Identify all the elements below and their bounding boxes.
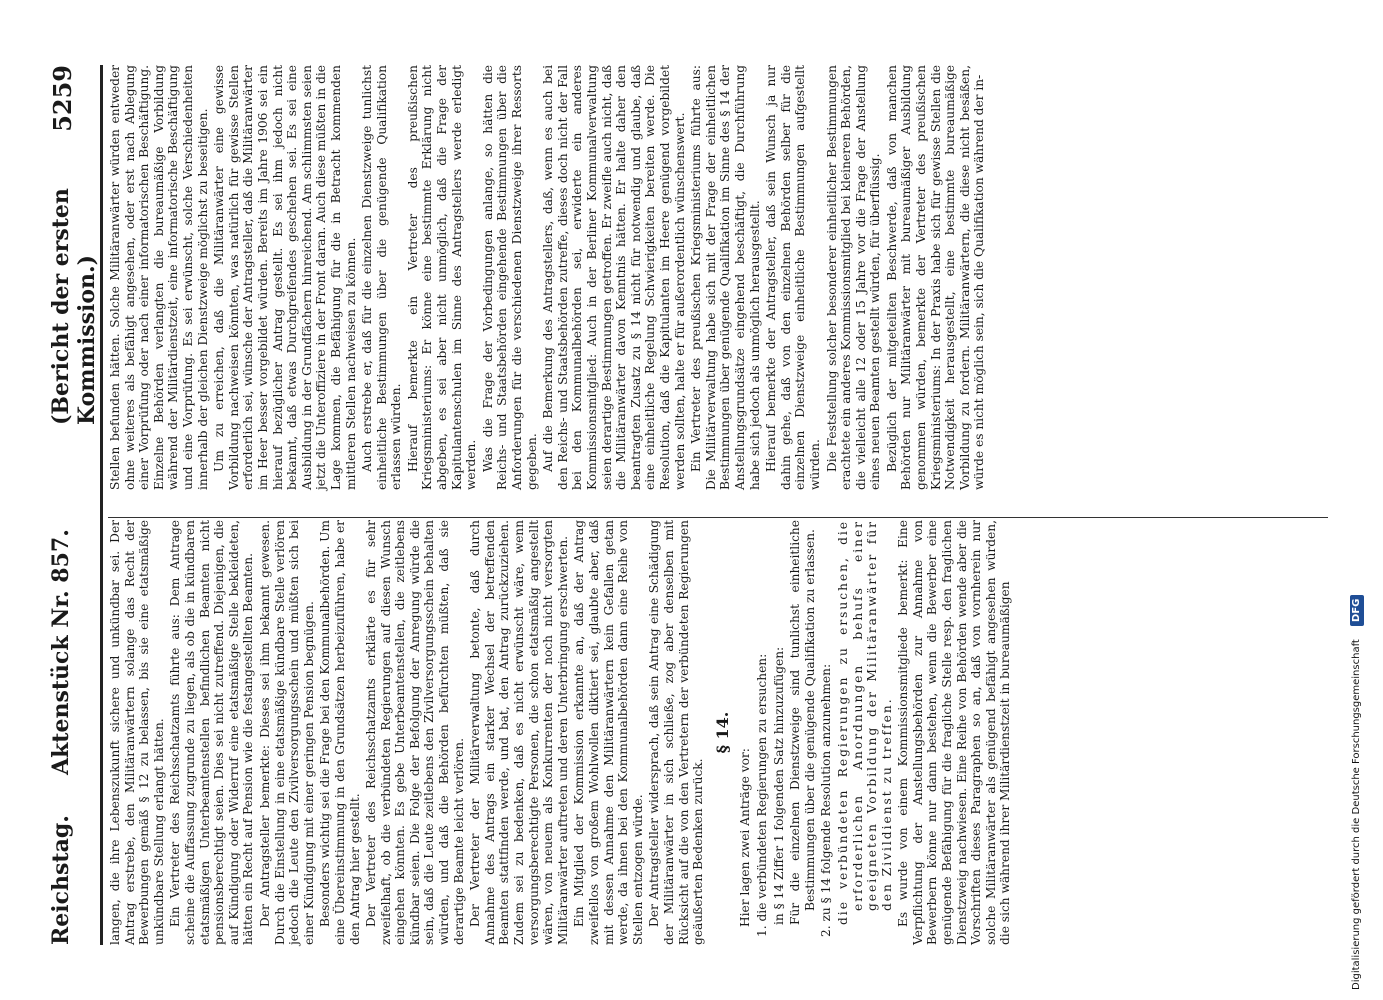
right-column bbox=[108, 65, 1328, 490]
paragraph: Hierauf bemerkte ein Vertreter des preußischen Kriegsministeriums: Er könne eine bestimmte Erklärung nicht abgeben, es sei aber nicht unmöglich, daß die Frage der Kapitulantenschulen im Sinne des Antragstellers werde erledigt werden. bbox=[405, 65, 479, 490]
paragraph: Auch erstrebe er, daß für die einzelnen Dienstzweige tunlichst einheitliche Bestimmungen über die genügende Qualifikation erlassen würden. bbox=[360, 65, 404, 490]
paragraph: Der Antragsteller bemerkte: Dieses sei ihm bekannt gewesen. Durch die Einstellung in eine etatsmäßige kündbare Stelle verlören jedoch die Leute den Zivilversorgungsschein und müßten sich bei einer Kündigung mit einer geringen Pension begnügen. bbox=[257, 520, 316, 945]
paragraph: Der Antragsteller widersprach, daß sein Antrag eine Schädigung der Militäranwärter in sich schließe, zog aber denselben mit Rücksicht auf die von den Vertretern der verbündeten Regierungen geäußerten Bedenken zurück. bbox=[647, 520, 706, 945]
list-item: 2. zu § 14 folgende Resolution anzunehmen: bbox=[819, 663, 834, 937]
column-divider bbox=[108, 517, 1328, 518]
left-column bbox=[108, 520, 1328, 945]
resolution-text: die verbündeten Regierungen zu ersuchen, die erforderlichen Anordnungen behufs einer geeigneten Vorbildung der Militäranwärter für den Zivildienst zu treffen. bbox=[835, 520, 894, 925]
paragraph: Auf die Bemerkung des Antragstellers, daß, wenn es auch bei den Reichs- und Staatsbehörden zutreffe, dieses doch nicht der Fall bei den Kommunalbehörden sei, erwiderte ein anderes Kommissionsmitglied: Auch in der Berliner Kommunalverwaltung seien derartige Bestimmungen getroffen. Er zweifle auch nicht, daß die Militäranwärter davon Kenntnis hätten. Er halte daher den beantragten Zusatz zu § 14 nicht für notwendig und glaube, daß eine einheitliche Regelung Schwierigkeiten bereiten werde. Die Resolution, daß die Kapitulanten im Heere genügend vorgebildet werden sollten, halte er für außerordentlich wünschenswert. bbox=[541, 65, 687, 490]
paragraph: langen, die ihre Lebenszukunft sichere und unkündbar sei. Der Antrag erstrebe, den Militäranwärtern solange das Recht der Bewerbungen gemäß § 12 zu belassen, bis sie eine etatsmäßige unkündbare Stellung erlangt hätten. bbox=[108, 520, 166, 945]
paragraph: Die Feststellung solcher besonderer einheitlicher Bestimmungen erachtete ein anderes Kommissionsmitglied bei kleineren Behörden, die vielleicht alle 12 oder 15 Jahre vor die Frage der Anstellung eines neuen Beamten gestellt würden, für überflüssig. bbox=[824, 65, 883, 490]
paragraph: Was die Frage der Vorbedingungen anlange, so hätten die Reichs- und Staatsbehörden eingehende Bestimmungen über die Anforderungen für die verschiedenen Dienstzweige ihrer Ressorts gegeben. bbox=[480, 65, 539, 490]
paragraph: Der Vertreter des Reichsschatzamts erklärte es für sehr zweifelhaft, ob die verbündeten Regierungen auf diesen Wunsch eingehen könnten. Es gebe Unterbeamtenstellen, die zeitlebens kündbar seien. Die Folge der Befolgung der Anregung würde die sein, daß die Leute zeitlebens den Zivilversorgungsschein behalten würden, und daß die Behörden befürchten müßten, daß sie derartige Beamte leicht verlören. bbox=[364, 520, 466, 945]
section-heading: § 14. bbox=[712, 711, 732, 754]
paragraph: Besonders wichtig sei die Frage bei den Kommunalbehörden. Um eine Übereinstimmung in den Grundsätzen herbeizuführen, habe er den Antrag hier gestellt. bbox=[318, 520, 362, 945]
page-header bbox=[40, 65, 100, 945]
list-item: 1. die verbündeten Regierungen zu ersuchen: bbox=[754, 653, 769, 937]
paragraph: Es wurde von einem Kommissionsmitgliede bemerkt: Eine Verpflichtung der Anstellungsbehörden zur Annahme von Bewerbern könne nur dann bestehen, wenn die Bewerber eine genügende Befähigung für die fragliche Stelle resp. den fraglichen Dienstzweig nachwiesen. Eine Reihe von Behörden wende aber die Vorschriften dieses Paragraphen so an, daß von vornherein nur solche Militäranwärter als genügend befähigt angesehen würden, die sich während ihrer Militärdienstzeit in bureaumäßigen bbox=[896, 520, 1013, 945]
dfg-logo: DFG bbox=[1350, 595, 1364, 626]
paragraph: Bezüglich der mitgeteilten Beschwerde, daß von manchen Behörden nur Militäranwärter mit bureaumäßiger Ausbildung genommen würden, bemerkte der Vertreter des preußischen Kriegsministeriums: In der Praxis habe sich für gewisse Stellen die Notwendigkeit herausgestellt, eine bestimmte bureaumäßige Vorbildung zu fordern. Militäranwärtern, die diese nicht besäßen, würde es nicht möglich sein, sich die Qualifikation während der in- bbox=[884, 65, 987, 490]
paragraph: Stellen befunden hätten. Solche Militäranwärter würden entweder ohne weiteres als befähigt angesehen, oder erst nach Ablegung einer Vorprüfung oder nach einer informatorischen Beschäftigung. Einzelne Behörden verlangten die bureaumäßige Vorbildung während der Militärdienstzeit, eine informatorische Beschäftigung und eine Vorprüfung. Es sei erwünscht, solche Verschiedenheiten innerhalb der gleichen Dienstzweige möglichst zu beseitigen. bbox=[108, 65, 210, 490]
header-report-title: (Bericht der ersten Kommission.) bbox=[48, 188, 100, 425]
list-subitem: in § 14 Ziffer 1 folgenden Satz hinzuzufügen: bbox=[771, 646, 786, 925]
paragraph: Ein Mitglied der Kommission erkannte an, daß der Antrag zweifellos von großem Wohlwollen diktiert sei, glaubte aber, daß mit dessen Annahme den Militäranwärtern kein Gefallen getan werde, da ihnen bei den Kommunalbehörden dann eine Reihe von Stellen entzogen würde. bbox=[572, 520, 645, 945]
paragraph: Hier lagen zwei Anträge vor: bbox=[738, 748, 753, 927]
header-rule bbox=[100, 65, 103, 945]
header-document-number: Aktenstück Nr. 857. bbox=[48, 529, 74, 775]
digitization-sidebar bbox=[1345, 10, 1369, 990]
paragraph: Hierauf bemerkte der Antragsteller, daß sein Wunsch ja nur dahin gehe, daß von den einzelnen Behörden selber für die einzelnen Dienstzweige einheitliche Bestimmungen aufgestellt würden. bbox=[764, 65, 822, 490]
paragraph: Ein Vertreter des preußischen Kriegsministeriums führte aus: Die Militärverwaltung habe sich mit der Frage der einheitlichen Bestimmungen über genügende Qualifikation im Sinne des § 14 der Anstellungsgrundsätze eingehend beschäftigt, die Durchführung habe sich jedoch als unmöglich herausgestellt. bbox=[689, 65, 762, 490]
sidebar-text bbox=[1345, 10, 1369, 990]
paragraph: Um zu erreichen, daß die Militäranwärter eine gewisse Vorbildung nachweisen könnten, was natürlich für gewisse Stellen erforderlich sei, wünsche der Antragsteller, daß die Militäranwärter im Heer besser vorgebildet würden. Bereits im Jahre 1906 sei ein hierauf bezüglicher Antrag gestellt. Es sei ihm jedoch nicht bekannt, daß etwas Durchgreifendes geschehen sei. Es sei eine Ausbildung in der Grundfächern hinreichend. Am schlimmsten seien jetzt die Unteroffiziere in der Front daran. Auch diese müßten in die Lage kommen, die Befähigung für die in Betracht kommenden mittleren Stellen nachweisen zu können. bbox=[212, 65, 358, 490]
paragraph: Der Vertreter der Militärverwaltung betonte, daß durch Annahme des Antrags ein starker Wechsel der betreffenden Beamten stattfinden werde, und bat, den Antrag zurückzuziehen. Zudem sei zu bedenken, daß es nicht erwünscht wäre, wenn versorgungsberechtigte Personen, die schon etatsmäßig angestellt wären, von neuem als Konkurrenten der noch nicht versorgten Militäranwärter auftreten und deren Unterbringung erschwerten. bbox=[468, 520, 570, 945]
list-subitem: Für die einzelnen Dienstzweige sind tunlichst einheitliche Bestimmungen über die genügende Qualifikation zu erlassen. bbox=[788, 520, 817, 925]
page-number: 5259 bbox=[48, 65, 77, 132]
digitization-note: Digitalisierung gefördert durch die Deutsche Forschungsgemeinschaft bbox=[1351, 639, 1362, 990]
paragraph: Ein Vertreter des Reichsschatzamts führte aus: Dem Antrage scheine die Auffassung zugrunde zu liegen, als ob die in kündbaren etatsmäßigen Unterbeamtenstellen befindlichen Beamten nicht pensionsberechtigt seien. Dies sei nicht zutreffend. Diejenigen, die auf Kündigung oder Widerruf eine etatsmäßige Stelle bekleideten, hätten ein Recht auf Pension wie die festangestellten Beamten. bbox=[168, 520, 256, 945]
header-reichstag: Reichstag. bbox=[48, 815, 74, 945]
